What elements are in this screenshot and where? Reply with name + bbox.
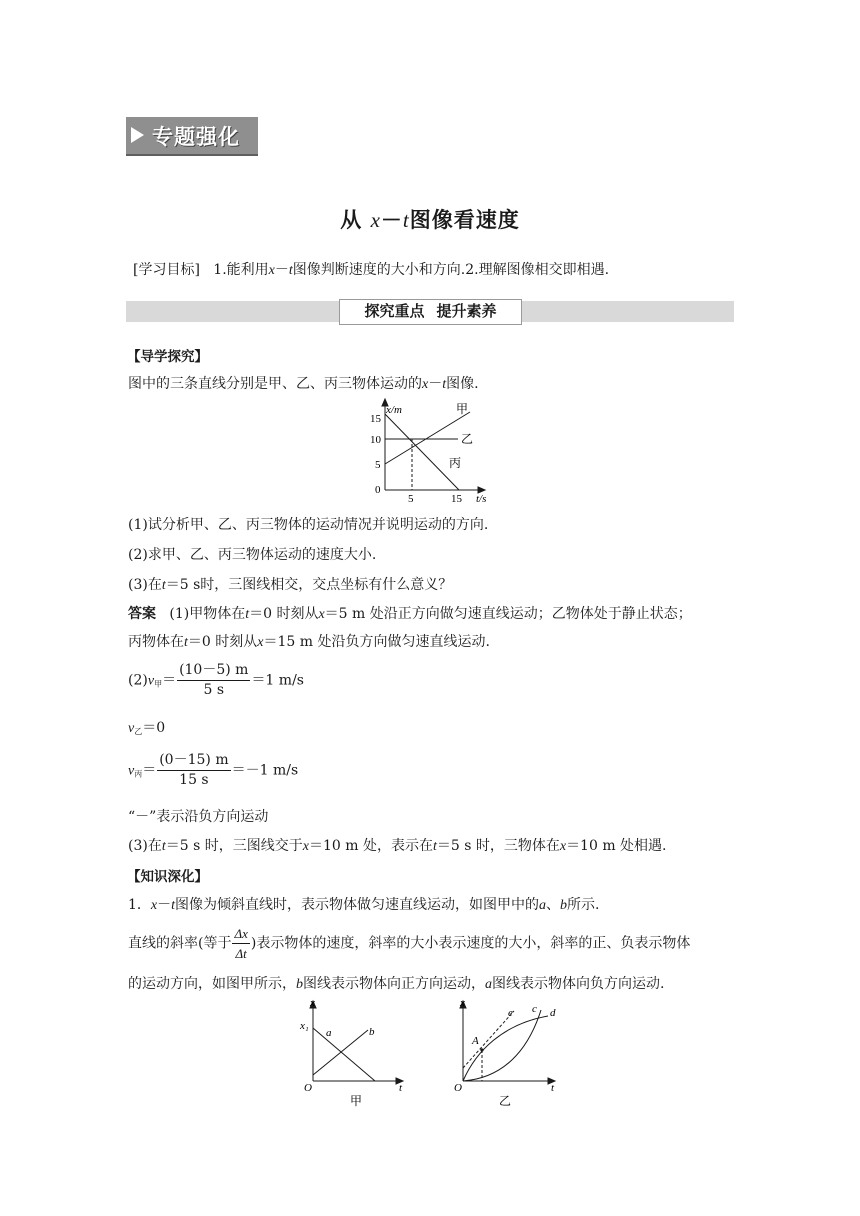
v-bing-result: ＝－1 m/s <box>231 762 299 779</box>
deepen-p1-a: 1． <box>128 897 151 913</box>
graph2-origin: O <box>304 1082 312 1094</box>
q3-b: ＝5 s时，三图线相交，交点坐标有什么意义？ <box>165 577 453 593</box>
v-bing-equation <box>128 752 298 789</box>
v-bing-eq: ＝ <box>142 762 157 779</box>
xt-graph-jia <box>296 996 416 1108</box>
objective-dash: － <box>274 262 289 278</box>
label-bing: 丙 <box>449 456 462 470</box>
question-2: (2)求甲、乙、丙三物体运动的速度大小. <box>128 547 377 563</box>
v-yi-equation <box>128 717 165 737</box>
a1-p1: (1)甲物体在 <box>169 606 246 622</box>
question-1: (1)试分析甲、乙、丙三物体的运动情况并说明运动的方向. <box>128 517 489 533</box>
graph3-label-c: c <box>532 1003 537 1015</box>
a3-p1: (3)在 <box>128 838 162 854</box>
guide-intro-x: x <box>422 377 429 392</box>
graph3-origin: O <box>454 1082 462 1094</box>
x-tick-15: 15 <box>451 493 462 505</box>
graph2-y-label: x <box>310 997 315 1009</box>
deepen-p3-b-var: b <box>296 977 303 992</box>
guide-intro-b: 图像. <box>446 376 479 392</box>
question-3 <box>128 574 452 594</box>
a1-p2: ＝0 时刻从 <box>249 606 319 622</box>
deepen-p3 <box>128 973 664 993</box>
negative-note: “－”表示沿负方向运动 <box>128 809 269 825</box>
v-jia-sub: 甲 <box>154 679 163 689</box>
label-yi: 乙 <box>461 432 474 446</box>
v-jia-prefix: (2) <box>128 672 148 689</box>
v-bing-sub: 丙 <box>134 769 143 779</box>
a1-t: t <box>245 607 250 622</box>
guide-intro <box>128 373 479 393</box>
y-tick-10: 10 <box>370 434 381 446</box>
a1b-p2: ＝0 时刻从 <box>187 634 258 650</box>
y-tick-0: 0 <box>375 484 381 496</box>
learning-objective <box>133 259 609 279</box>
guide-heading: 【导学探究】 <box>127 349 208 365</box>
v-jia-eq: ＝ <box>162 672 177 689</box>
y-tick-15: 15 <box>370 413 381 425</box>
v-jia-den: 5 s <box>203 682 225 698</box>
v-jia-symbol: v <box>147 673 155 689</box>
a3-p4: ＝5 s 时，三物体在 <box>436 838 560 854</box>
a3-x: x <box>302 839 309 854</box>
a3-p5: ＝10 m 处相遇. <box>566 838 667 854</box>
graph3-tangent-e <box>463 1011 514 1068</box>
guide-intro-dash: － <box>428 376 443 392</box>
v-jia-result: ＝1 m/s <box>251 672 304 689</box>
objective-var-t: t <box>288 263 293 278</box>
v-jia-equation <box>128 662 304 699</box>
section-bar-part2: 提升素养 <box>436 302 497 320</box>
title-prefix: 从 <box>340 207 363 232</box>
v-yi-symbol: v <box>128 721 135 736</box>
deepen-p3-c: 图线表示物体向负方向运动. <box>492 976 665 992</box>
deepen-p1-b-var: b <box>560 898 568 913</box>
xt-graph-yi <box>448 996 568 1108</box>
a3-t2: t <box>432 839 437 854</box>
xt-graph-three-lines <box>360 398 500 506</box>
deepen-p1 <box>128 894 599 914</box>
guide-intro-t: t <box>442 377 447 392</box>
v-yi-result: ＝0 <box>142 720 166 736</box>
graph2-label-a: a <box>326 1027 332 1039</box>
title-suffix: 图像看速度 <box>409 207 520 232</box>
page-title <box>0 204 860 234</box>
y-tick-5: 5 <box>375 459 381 471</box>
v-jia-num: (10－5) m <box>177 662 250 681</box>
graph3-y-label: x <box>460 997 465 1009</box>
deepen-heading: 【知识深化】 <box>127 869 208 885</box>
a1b-x: x <box>257 635 264 650</box>
deepen-p3-b: 图线表示物体向正方向运动， <box>303 976 485 992</box>
objective-var-x: x <box>268 263 275 278</box>
deepen-p2 <box>128 925 690 962</box>
v-bing-num: (0－15) m <box>157 752 230 771</box>
a1b-t: t <box>184 635 188 650</box>
graph3-caption: 乙 <box>499 1094 512 1108</box>
answer-line-1b <box>128 631 490 651</box>
deepen-p1-x: x <box>150 898 158 913</box>
a1b-p1: 丙物体在 <box>128 634 184 650</box>
graph2-line-a <box>313 1028 375 1081</box>
deepen-p1-d: 所示. <box>567 897 600 913</box>
objective-text-a: 1.能利用 <box>213 262 269 278</box>
v-bing-symbol: v <box>128 763 135 779</box>
graph2-x-label: t <box>399 1082 403 1094</box>
deepen-p1-a-var: a <box>539 898 547 913</box>
title-var-t: t <box>402 208 410 232</box>
v-bing-den: 15 s <box>179 772 209 788</box>
section-bar <box>126 301 734 322</box>
y-axis-label: x/m <box>386 404 402 416</box>
a1b-p3: ＝15 m 处沿负方向做匀速直线运动. <box>263 634 490 650</box>
deepen-p2-a: 直线的斜率(等于 <box>128 935 232 952</box>
graph3-label-d: d <box>550 1007 556 1019</box>
slope-num: Δx <box>232 925 249 944</box>
q3-a: (3)在 <box>128 577 162 593</box>
slope-den: Δt <box>235 946 247 961</box>
section-bar-label <box>339 299 522 325</box>
deepen-p1-b: 图像为倾斜直线时，表示物体做匀速直线运动，如图甲中的 <box>175 897 540 913</box>
a3-p2: ＝5 s 时，三图线交于 <box>165 838 303 854</box>
a3-x2: x <box>559 839 567 854</box>
v-yi-sub: 乙 <box>134 727 143 736</box>
objective-label: [学习目标] <box>133 262 200 278</box>
x-tick-5: 5 <box>408 493 414 505</box>
deepen-p3-a: 的运动方向，如图甲所示， <box>128 976 296 992</box>
a3-t: t <box>161 839 166 854</box>
a1-p3: ＝5 m 处沿正方向做匀速直线运动；乙物体处于静止状态； <box>324 606 692 622</box>
section-tag <box>126 117 258 156</box>
title-dash: － <box>380 207 403 232</box>
deepen-p1-t: t <box>171 898 176 913</box>
deepen-p1-dash: － <box>157 897 172 913</box>
answer-line-1 <box>128 603 692 623</box>
a1-x: x <box>318 607 325 622</box>
deepen-p1-c: 、 <box>546 897 561 913</box>
section-bar-part1: 探究重点 <box>364 302 425 320</box>
slope-fraction <box>232 925 249 962</box>
v-bing-fraction <box>157 752 230 789</box>
arrow-icon <box>131 127 144 143</box>
deepen-p3-a-var: a <box>485 977 492 992</box>
graph2-caption: 甲 <box>350 1094 363 1108</box>
graph3-x-label: t <box>551 1082 555 1094</box>
graph2-x1-label: x₁ <box>300 1020 309 1032</box>
graph3-label-a: A <box>472 1035 479 1047</box>
section-tag-label: 专题强化 <box>152 125 240 149</box>
q3-t: t <box>161 578 166 593</box>
title-var-x: x <box>370 208 381 232</box>
guide-intro-a: 图中的三条直线分别是甲、乙、丙三物体运动的 <box>128 376 422 392</box>
answer-label: 答案 <box>128 606 156 622</box>
label-jia: 甲 <box>456 402 469 416</box>
a3-p3: ＝10 m 处，表示在 <box>308 838 433 854</box>
graph3-label-e: e <box>508 1007 513 1019</box>
deepen-p2-b: )表示物体的速度，斜率的大小表示速度的大小，斜率的正、负表示物体 <box>250 935 691 952</box>
v-jia-fraction <box>177 662 250 699</box>
x-axis-label: t/s <box>476 493 487 505</box>
objective-text-b: 图像判断速度的大小和方向.2.理解图像相交即相遇. <box>292 262 610 278</box>
graph2-label-b: b <box>369 1026 375 1038</box>
answer-line-3 <box>128 835 667 855</box>
graph3-point-a <box>480 1048 483 1051</box>
